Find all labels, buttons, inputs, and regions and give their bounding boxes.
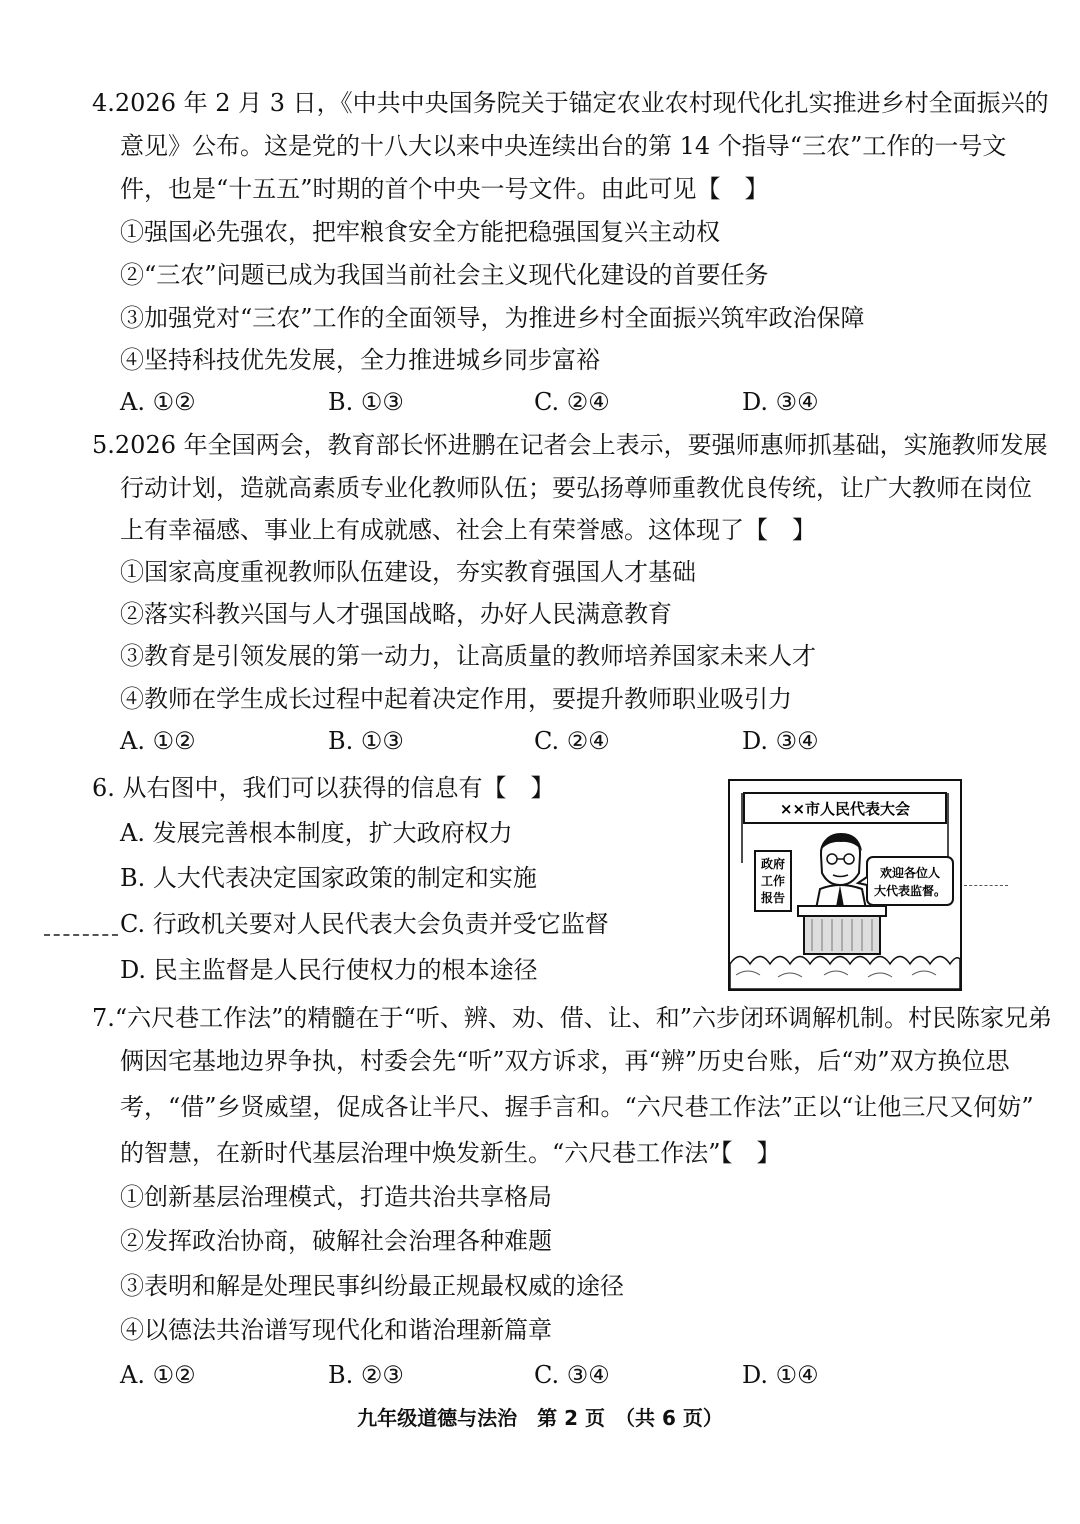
statement: ①国家高度重视教师队伍建设，夯实教育强国人才基础	[120, 558, 696, 586]
speech-text-1: 欢迎各位人	[879, 866, 941, 880]
answer-options	[120, 387, 980, 417]
report-text-2: 工作	[760, 874, 786, 888]
statement: ②落实科教兴国与人才强国战略，办好人民满意教育	[120, 600, 672, 628]
question-stem-line: 件，也是“十五五”时期的首个中央一号文件。由此可见【 】	[120, 175, 769, 203]
podium-top	[798, 906, 886, 916]
choice-c: C. 行政机关要对人民代表大会负责并受它监督	[120, 910, 609, 938]
page-footer: 九年级道德与法治 第 2 页 （共 6 页）	[357, 1406, 723, 1430]
option-a: A. ①②	[120, 388, 196, 416]
report-text-1: 政府	[760, 857, 786, 871]
statement: ③教育是引领发展的第一动力，让高质量的教师培养国家未来人才	[120, 642, 816, 670]
statement: ④坚持科技优先发展，全力推进城乡同步富裕	[120, 346, 600, 374]
question-stem-line: 俩因宅基地边界争执，村委会先“听”双方诉求，再“辨”历史台账，后“劝”双方换位思	[120, 1047, 1010, 1075]
option-d: D. ①④	[742, 1361, 819, 1389]
statement: ②“三农”问题已成为我国当前社会主义现代化建设的首要任务	[120, 261, 769, 289]
option-d: D. ③④	[742, 727, 819, 755]
question-stem-line: 4.2026 年 2 月 3 日，《中共中央国务院关于锚定农业农村现代化扎实推进乡村全面振兴的	[92, 89, 1049, 117]
statement: ④教师在学生成长过程中起着决定作用，要提升教师职业吸引力	[120, 685, 792, 713]
question-stem-line: 行动计划，造就高素质专业化教师队伍；要弘扬尊师重教优良传统，让广大教师在岗位	[120, 474, 1032, 502]
statement: ①强国必先强农，把牢粮食安全方能把稳强国复兴主动权	[120, 218, 720, 246]
option-c: C. ②④	[534, 388, 610, 416]
statement: ②发挥政治协商，破解社会治理各种难题	[120, 1227, 552, 1255]
banner-text: ××市人民代表大会	[779, 800, 911, 818]
npc-cartoon	[728, 779, 962, 991]
question-stem-line: 5.2026 年全国两会，教育部长怀进鹏在记者会上表示，要强师惠师抓基础，实施教师发展	[92, 431, 1048, 459]
choice-a: A. 发展完善根本制度，扩大政府权力	[120, 819, 513, 847]
fold-mark	[964, 885, 1008, 886]
report-text-3: 报告	[760, 891, 786, 905]
statement: ④以德法共治谱写现代化和谐治理新篇章	[120, 1316, 552, 1344]
option-a: A. ①②	[120, 1361, 196, 1389]
question-stem-line: 上有幸福感、事业上有成就感、社会上有荣誉感。这体现了【 】	[120, 516, 816, 544]
option-b: B. ②③	[328, 1361, 404, 1389]
question-stem-line: 考，“借”乡贤威望，促成各让半尺、握手言和。“六尺巷工作法”正以“让他三尺又何妨”	[120, 1093, 1034, 1121]
choice-b: B. 人大代表决定国家政策的制定和实施	[120, 864, 537, 892]
option-b: B. ①③	[328, 727, 404, 755]
option-a: A. ①②	[120, 727, 196, 755]
speech-text-2: 大代表监督。	[873, 884, 947, 898]
answer-options	[120, 1360, 980, 1390]
question-stem-line: 的智慧，在新时代基层治理中焕发新生。“六尺巷工作法”【 】	[120, 1139, 781, 1167]
option-b: B. ①③	[328, 388, 404, 416]
statement: ③表明和解是处理民事纠纷最正规最权威的途径	[120, 1272, 624, 1300]
question-stem-line: 7.“六尺巷工作法”的精髓在于“听、辨、劝、借、让、和”六步闭环调解机制。村民陈家兄弟	[92, 1004, 1052, 1032]
official-figure-icon	[816, 833, 866, 911]
option-c: C. ②④	[534, 727, 610, 755]
option-c: C. ③④	[534, 1361, 610, 1389]
statement: ③加强党对“三农”工作的全面领导，为推进乡村全面振兴筑牢政治保障	[120, 304, 865, 332]
option-d: D. ③④	[742, 388, 819, 416]
statement: ①创新基层治理模式，打造共治共享格局	[120, 1183, 552, 1211]
question-stem-line: 6. 从右图中，我们可以获得的信息有【 】	[92, 774, 555, 802]
choice-d: D. 民主监督是人民行使权力的根本途径	[120, 956, 538, 984]
question-stem-line: 意见》公布。这是党的十八大以来中央连续出台的第 14 个指导“三农”工作的一号文	[120, 132, 1007, 160]
answer-options	[120, 726, 980, 756]
fold-mark	[44, 934, 118, 936]
